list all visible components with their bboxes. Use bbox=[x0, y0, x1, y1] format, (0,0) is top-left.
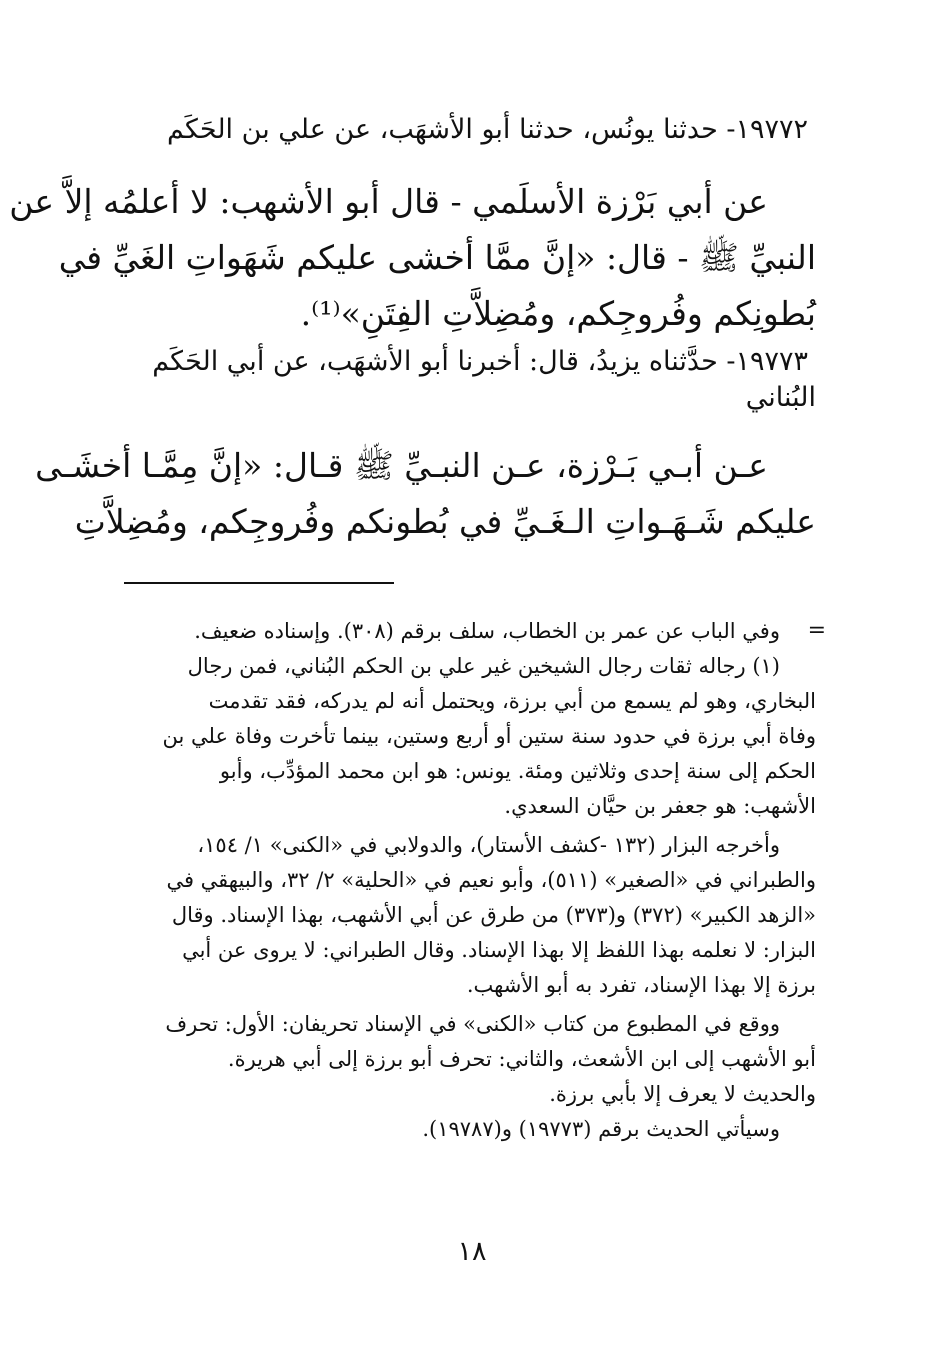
footnote-line: وسيأتي الحديث برقم (١٩٧٧٣) و(١٩٧٨٧). bbox=[422, 1117, 780, 1141]
footnotes bbox=[112, 614, 816, 1147]
footnote-paragraph bbox=[112, 828, 816, 1003]
footnote-line: أبو الأشهب إلى ابن الأشعث، والثاني: تحرف أبو برزة إلى أبي هريرة. bbox=[227, 1047, 816, 1071]
hadith-text-line: النبيِّ ﷺ - قال: «إنَّ ممَّا أخشى عليكم شَهَواتِ الغَيِّ في bbox=[58, 238, 816, 277]
hadith-text-line: عليكم شَـهَـواتِ الـغَـيِّ في بُطونكم وفُروجِكم، ومُضِلاَّتِ bbox=[74, 502, 816, 541]
hadith-19773 bbox=[35, 344, 816, 550]
footnote-line: ووقع في المطبوع من كتاب «الكنى» في الإسناد تحريفان: الأول: تحرف bbox=[165, 1012, 780, 1036]
footnote-line: «الزهد الكبير» (٣٧٢) و(٣٧٣) من طرق عن أبي الأشهب، بهذا الإسناد. وقال bbox=[171, 903, 816, 927]
hadith-text-line: عـن أبـي بَـرْزة، عـن النبـيِّ ﷺ قـال: «إنَّ مِمَّـا أخشَـى bbox=[35, 446, 768, 485]
footnote-line: (١) رجاله ثقات رجال الشيخين غير علي بن الحكم البُناني، فمن رجال bbox=[187, 654, 780, 678]
footnote-line: وأخرجه البزار (١٣٢ -كشف الأستار)، والدولابي في «الكنى» ١/ ١٥٤، bbox=[197, 833, 780, 857]
hadith-header: ١٩٧٧٢- حدثنا يونُس، حدثنا أبو الأشهَب، عن علي بن الحَكَم bbox=[167, 114, 808, 145]
continuation-mark: = bbox=[807, 618, 826, 643]
footnote-paragraph bbox=[112, 649, 816, 824]
footnote-line: البخاري، وهو لم يسمع من أبي برزة، ويحتمل أنه لم يدركه، فقد تقدمت bbox=[208, 689, 816, 713]
footnote-line: الأشهب: هو جعفر بن حيَّان السعدي. bbox=[504, 794, 816, 818]
hadith-text-line: عن أبي بَرْزة الأسلَمي - قال أبو الأشهب: لا أعلمُه إلاَّ عن bbox=[9, 182, 768, 221]
footnote-line: برزة إلا بهذا الإسناد، تفرد به أبو الأشهب. bbox=[466, 973, 816, 997]
footnote-paragraph bbox=[112, 614, 816, 649]
footnote-paragraph bbox=[112, 1112, 816, 1147]
hadith-header: ١٩٧٧٣- حدَّثناه يزيدُ، قال: أخبرنا أبو الأشهَب، عن أبي الحَكَم bbox=[152, 346, 808, 377]
hadith-text-line: بُطونِكم وفُروجِكم، ومُضِلاَّتِ الفِتَنِ»⁽¹⁾. bbox=[300, 294, 816, 333]
footnote-line: والحديث لا يعرف إلا بأبي برزة. bbox=[549, 1082, 816, 1106]
footnote-paragraph bbox=[112, 1007, 816, 1112]
footnote-line: والطبراني في «الصغير» (٥١١)، وأبو نعيم في «الحلية» ٢/ ٣٢، والبيهقي في bbox=[166, 868, 816, 892]
footnote-line: وفي الباب عن عمر بن الخطاب، سلف برقم (٣٠٨). وإسناده ضعيف. bbox=[194, 619, 780, 643]
hadith-header: البُناني bbox=[745, 382, 816, 413]
footnote-line: البزار: لا نعلمه بهذا اللفظ إلا بهذا الإسناد. وقال الطبراني: لا يروى عن أبي bbox=[182, 938, 816, 962]
footnote-line: الحكم إلى سنة إحدى وثلاثين ومئة. يونس: هو ابن محمد المؤدِّب، وأبو bbox=[219, 759, 816, 783]
footnote-separator bbox=[124, 582, 394, 584]
page-number: ١٨ bbox=[457, 1236, 487, 1267]
footnote-line: وفاة أبي برزة في حدود سنة ستين أو أربع وستين، بينما تأخرت وفاة علي بن bbox=[162, 724, 816, 748]
hadith-19772 bbox=[9, 112, 816, 342]
